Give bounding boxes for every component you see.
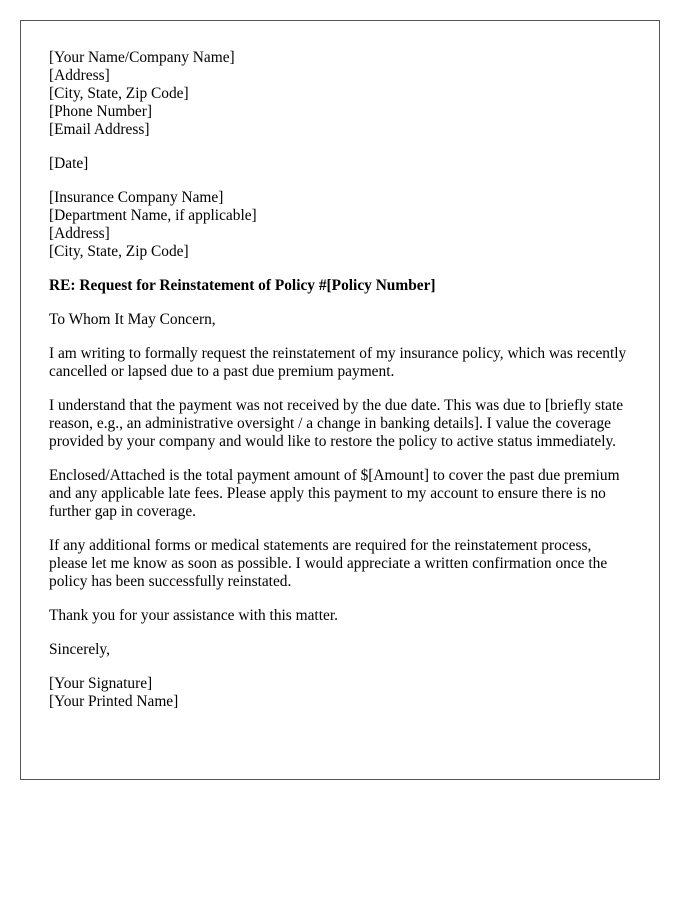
recipient-block [49,189,633,261]
signature-line: [Your Signature] [49,675,153,692]
signature-block [49,675,633,711]
recipient-address: [Address] [49,225,110,242]
salutation: To Whom It May Concern, [49,311,216,328]
recipient-company: [Insurance Company Name] [49,189,224,206]
subject-line: RE: Request for Reinstatement of Policy #[Policy Number] [49,277,436,294]
letter-date: [Date] [49,155,89,172]
closing: Sincerely, [49,641,110,658]
sender-address: [Address] [49,67,110,84]
letter-page [20,20,660,780]
body-paragraph-5: Thank you for your assistance with this matter. [49,607,338,624]
body-paragraph-4: If any additional forms or medical statements are required for the reinstatement process, please let me know as soon as possible. I would appreciate a written confirmation once the policy has been successfully reinstated. [49,537,608,590]
printed-name: [Your Printed Name] [49,693,179,710]
sender-email: [Email Address] [49,121,150,138]
date-block [49,155,633,173]
sender-phone: [Phone Number] [49,103,153,120]
body-paragraph-3: Enclosed/Attached is the total payment amount of $[Amount] to cover the past due premium and any applicable late fees. Please apply this payment to my account to ensure there is no further gap in coverage. [49,467,620,520]
sender-city-state-zip: [City, State, Zip Code] [49,85,189,102]
sender-block [49,49,633,139]
body-paragraph-1: I am writing to formally request the reinstatement of my insurance policy, which was recently cancelled or lapsed due to a past due premium payment. [49,345,627,380]
recipient-department: [Department Name, if applicable] [49,207,257,224]
body-paragraph-2: I understand that the payment was not received by the due date. This was due to [briefly state reason, e.g., an administrative oversight / a change in banking details]. I value the coverage provided by your company and would like to restore the policy to active status immediately. [49,397,624,450]
recipient-city-state-zip: [City, State, Zip Code] [49,243,189,260]
sender-name: [Your Name/Company Name] [49,49,235,66]
